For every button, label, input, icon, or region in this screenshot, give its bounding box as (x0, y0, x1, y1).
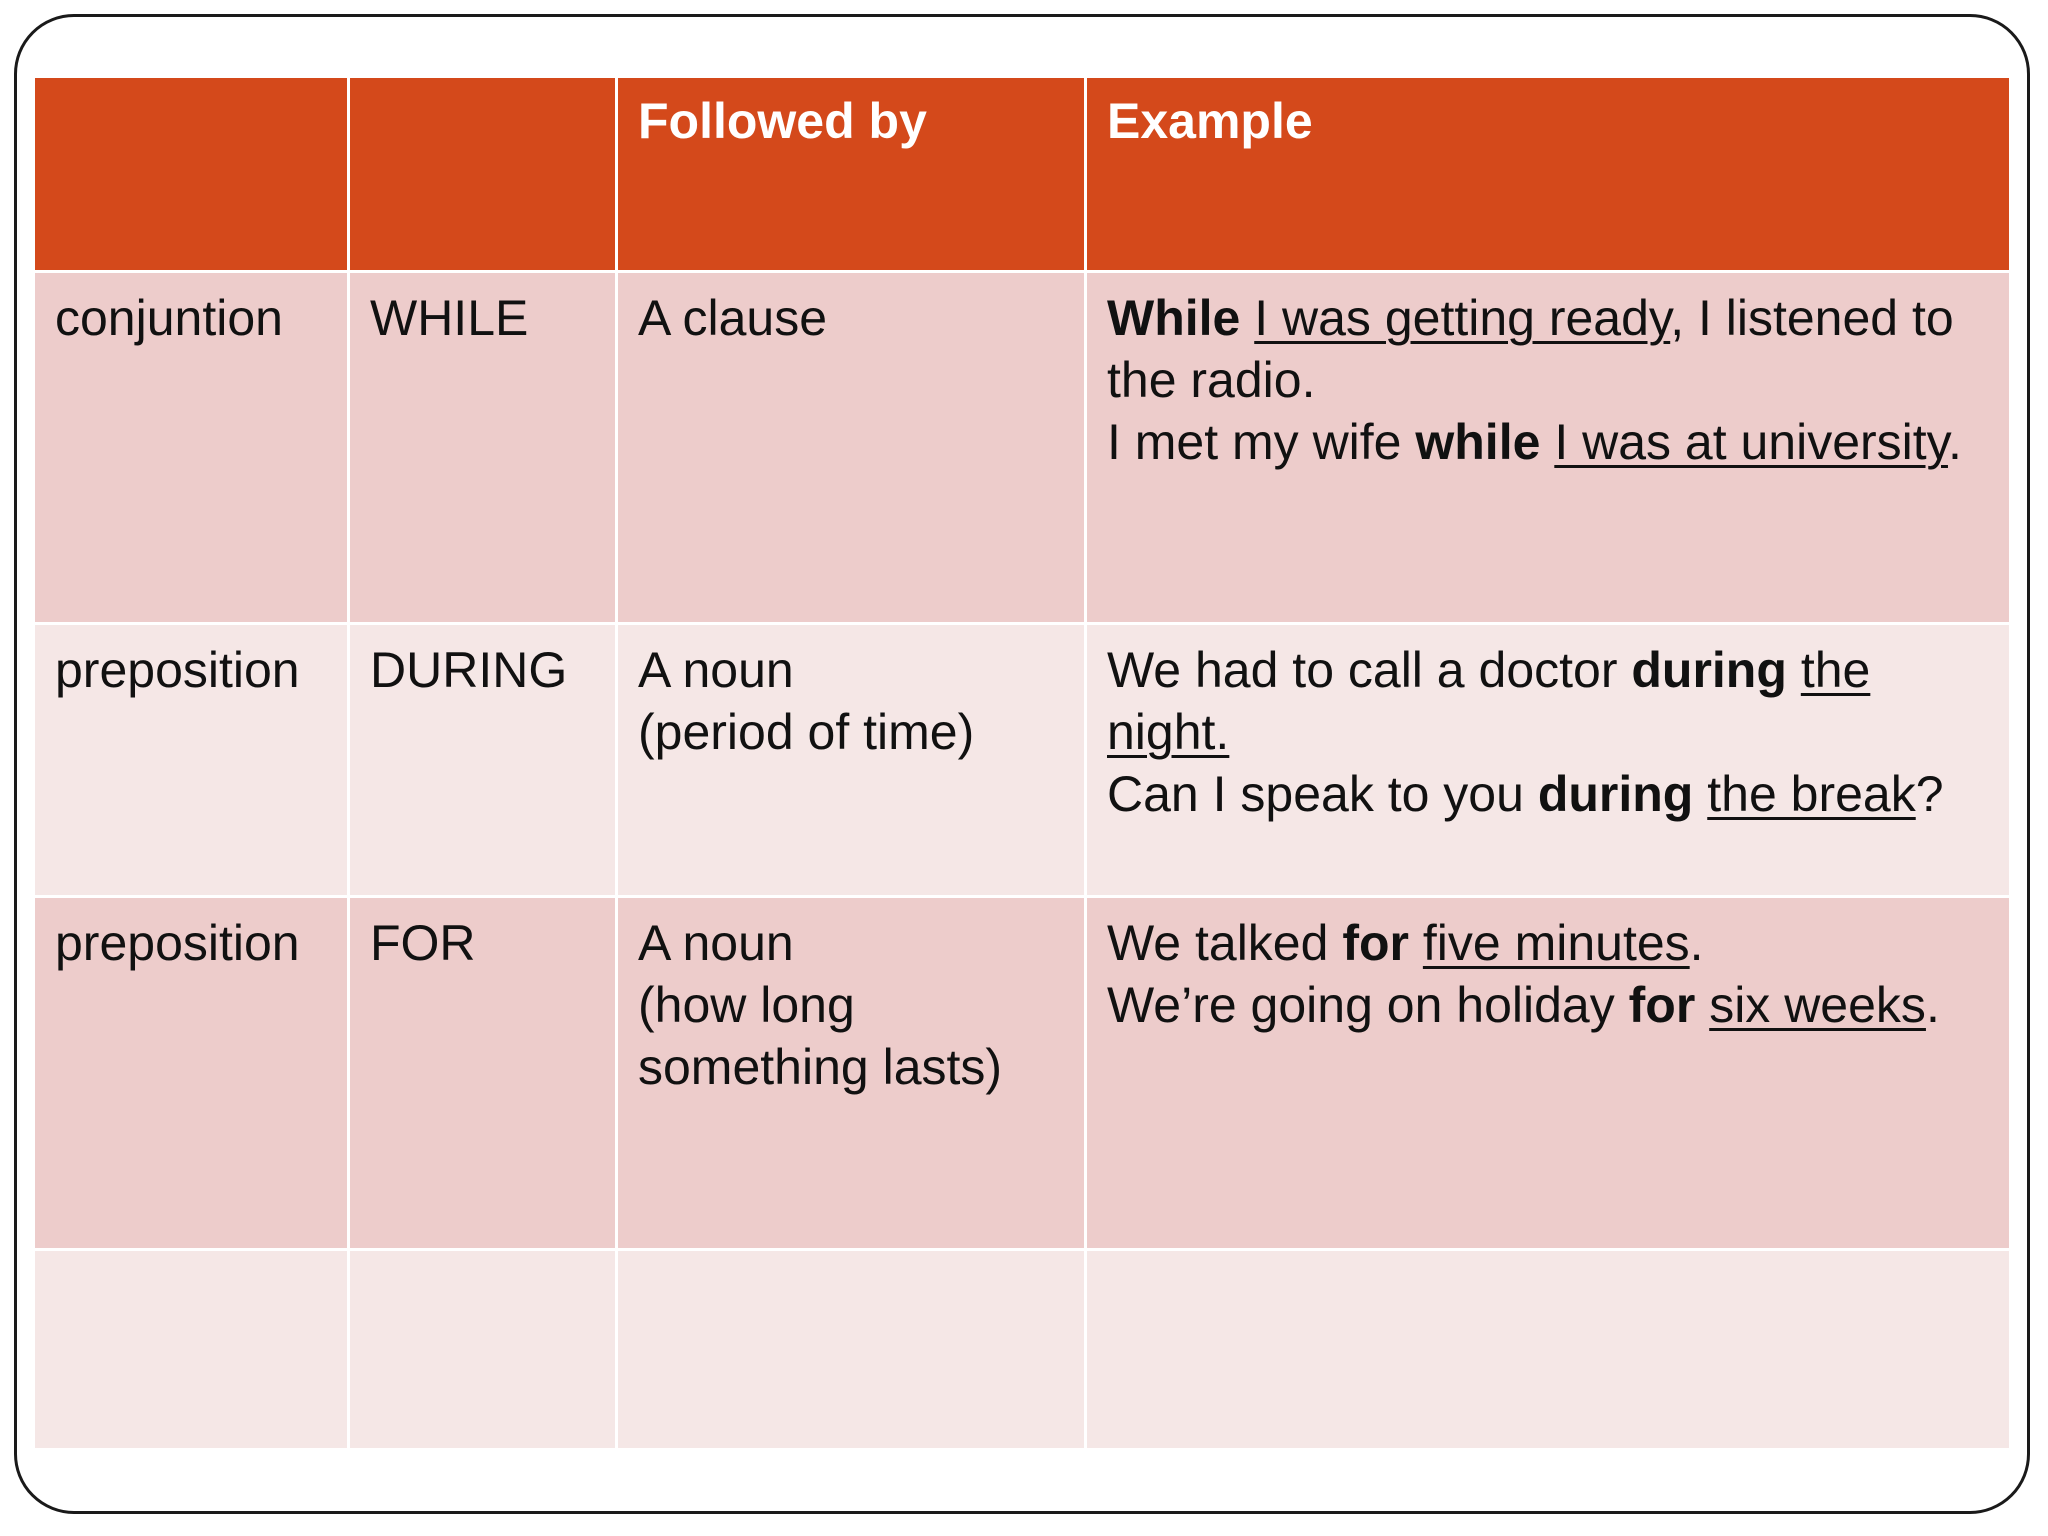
phrase-underlined: six weeks (1709, 977, 1926, 1033)
phrase-underlined: five minutes (1422, 915, 1690, 971)
sentence-text: We talked (1107, 915, 1343, 971)
cell-word: DURING (349, 624, 617, 897)
grammar-table (32, 75, 2012, 1451)
sentence-text: We had to call a doctor (1107, 642, 1632, 698)
keyword-bold: during (1537, 766, 1694, 822)
sentence-text (1695, 977, 1709, 1033)
cell-followed-by (617, 897, 1086, 1250)
sentence-text (1693, 766, 1707, 822)
sentence-text: Can I speak to you (1107, 766, 1538, 822)
keyword-bold: for (1342, 915, 1409, 971)
cell-type: conjuntion (34, 272, 349, 624)
sentence-text: ? (1915, 766, 1944, 822)
followed-by-line: A noun (638, 642, 794, 698)
followed-by-line: A clause (638, 290, 828, 346)
header-cell-word (349, 77, 617, 272)
table-row (34, 624, 2011, 897)
phrase-underlined: I was getting ready (1254, 290, 1671, 346)
sentence-text: I met my wife (1107, 414, 1416, 470)
example-sentence (1107, 977, 1940, 1033)
empty-cell (349, 1250, 617, 1450)
empty-cell (34, 1250, 349, 1450)
keyword-bold: during (1631, 642, 1787, 698)
example-sentence (1107, 766, 1944, 822)
cell-word: FOR (349, 897, 617, 1250)
followed-by-line: something lasts) (638, 1039, 1003, 1095)
table-row (34, 897, 2011, 1250)
cell-example (1086, 624, 2011, 897)
sentence-text (1540, 414, 1554, 470)
phrase-underlined: the break (1707, 766, 1916, 822)
cell-type: preposition (34, 624, 349, 897)
empty-cell (617, 1250, 1086, 1450)
keyword-bold: while (1415, 414, 1541, 470)
header-cell-followed-by: Followed by (617, 77, 1086, 272)
keyword-bold: While (1107, 290, 1241, 346)
sentence-text (1240, 290, 1254, 346)
table-row (34, 272, 2011, 624)
phrase-underlined: the night. (1107, 642, 1871, 760)
cell-example (1086, 897, 2011, 1250)
example-sentence (1107, 290, 1954, 408)
sentence-text: , I listened to the radio. (1107, 290, 1954, 408)
sentence-text: . (1925, 977, 1940, 1033)
example-sentence (1107, 414, 1962, 470)
keyword-bold: for (1628, 977, 1696, 1033)
sentence-text: . (1947, 414, 1962, 470)
cell-word: WHILE (349, 272, 617, 624)
followed-by-line: (period of time) (638, 704, 975, 760)
example-sentence (1107, 642, 1870, 760)
cell-followed-by (617, 272, 1086, 624)
header-cell-example: Example (1086, 77, 2011, 272)
sentence-text: We’re going on holiday (1107, 977, 1629, 1033)
sentence-text: . (1689, 915, 1704, 971)
header-cell-type (34, 77, 349, 272)
sentence-text (1787, 642, 1801, 698)
header-row (34, 77, 2011, 272)
empty-cell (1086, 1250, 2011, 1450)
example-sentence (1107, 915, 1704, 971)
followed-by-line: (how long (638, 977, 855, 1033)
cell-type: preposition (34, 897, 349, 1250)
followed-by-line: A noun (638, 915, 794, 971)
phrase-underlined: I was at university (1554, 414, 1948, 470)
sentence-text (1409, 915, 1423, 971)
cell-followed-by (617, 624, 1086, 897)
cell-example (1086, 272, 2011, 624)
empty-row (34, 1250, 2011, 1450)
